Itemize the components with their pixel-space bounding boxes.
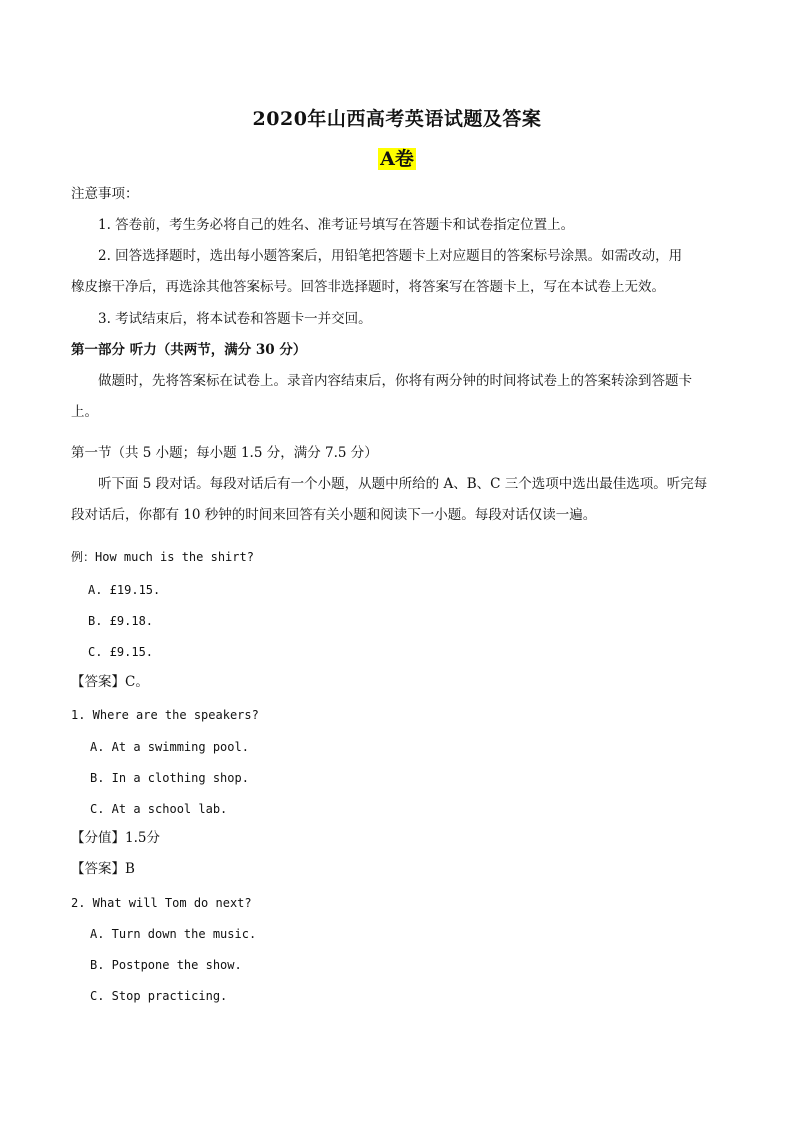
section1-intro-line-1: 听下面 5 段对话。每段对话后有一个小题，从题中所给的 A、B、C 三个选项中选出最佳选项。听完每 <box>98 476 708 492</box>
example-answer: 【答案】C。 <box>71 674 149 690</box>
highlighted-subtitle: A卷 <box>380 148 414 170</box>
q1-score: 【分值】1.5分 <box>71 830 160 846</box>
section1-heading: 第一节（共 5 小题；每小题 1.5 分，满分 7.5 分） <box>71 445 378 461</box>
page-title: 2020年山西高考英语试题及答案 <box>252 108 542 130</box>
part1-intro-line-2: 上。 <box>71 404 98 420</box>
notice-item-1: 1. 答卷前，考生务必将自己的姓名、准考证号填写在答题卡和试卷指定位置上。 <box>98 217 575 233</box>
q2-question: 2. What will Tom do next? <box>71 896 252 910</box>
q1-answer: 【答案】B <box>71 861 135 877</box>
q2-option-c: C. Stop practicing. <box>90 989 228 1003</box>
part1-heading: 第一部分 听力（共两节，满分 30 分） <box>71 342 307 358</box>
example-option-a: A. £19.15. <box>88 583 161 597</box>
notice-item-2-line-1: 2. 回答选择题时，选出每小题答案后，用铅笔把答题卡上对应题目的答案标号涂黑。如需改动，用 <box>98 248 683 264</box>
q2-option-b: B. Postpone the show. <box>90 958 242 972</box>
part1-intro-line-1: 做题时，先将答案标在试卷上。录音内容结束后，你将有两分钟的时间将试卷上的答案转涂到答题卡 <box>98 373 692 389</box>
example-question: 例：How much is the shirt? <box>71 550 254 564</box>
notice-item-3: 3. 考试结束后，将本试卷和答题卡一并交回。 <box>98 311 372 327</box>
q1-question: 1. Where are the speakers? <box>71 708 259 722</box>
q1-option-a: A. At a swimming pool. <box>90 740 249 754</box>
q2-option-a: A. Turn down the music. <box>90 927 257 941</box>
section1-intro-line-2: 段对话后，你都有 10 秒钟的时间来回答有关小题和阅读下一小题。每段对话仅读一遍。 <box>71 507 597 523</box>
example-option-c: C. £9.15. <box>88 645 154 659</box>
q1-option-b: B. In a clothing shop. <box>90 771 249 785</box>
notice-item-2-line-2: 橡皮擦干净后，再选涂其他答案标号。回答非选择题时，将答案写在答题卡上，写在本试卷上无效。 <box>71 279 665 295</box>
notice-heading: 注意事项： <box>71 186 139 202</box>
example-option-b: B. £9.18. <box>88 614 154 628</box>
page-subtitle <box>0 144 794 171</box>
q1-option-c: C. At a school lab. <box>90 802 228 816</box>
